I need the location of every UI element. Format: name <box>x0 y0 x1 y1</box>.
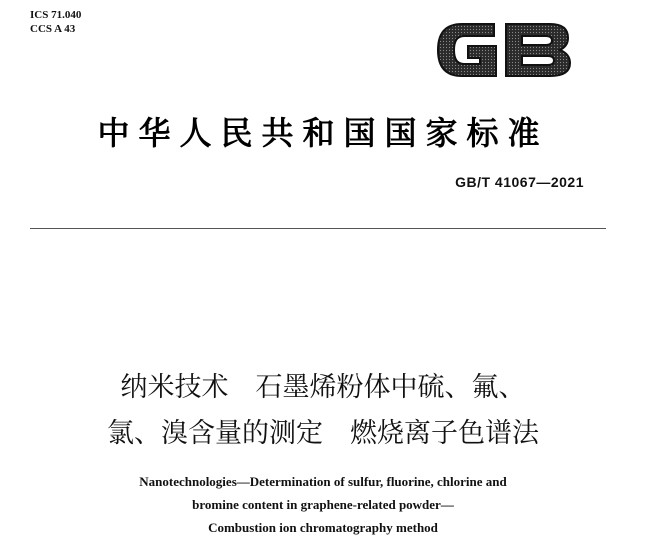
standard-number: GB/T 41067—2021 <box>455 174 584 190</box>
ccs-code: CCS A 43 <box>30 23 76 35</box>
title-en-line-3: Combustion ion chromatography method <box>208 520 438 535</box>
header-divider <box>30 228 606 229</box>
title-en-line-1: Nanotechnologies—Determination of sulfur, fluorine, chlorine and <box>139 474 507 489</box>
national-standard-name: 中华人民共和国国家标准 <box>97 114 549 152</box>
gb-logo <box>424 10 580 90</box>
ics-code: ICS 71.040 <box>30 9 82 21</box>
title-cn-line-2: 氯、溴含量的测定 燃烧离子色谱法 <box>107 418 539 449</box>
title-cn-line-1: 纳米技术 石墨烯粉体中硫、氟、 <box>120 372 526 403</box>
title-en-line-2: bromine content in graphene-related powder— <box>192 497 454 512</box>
classification-codes <box>30 8 81 36</box>
